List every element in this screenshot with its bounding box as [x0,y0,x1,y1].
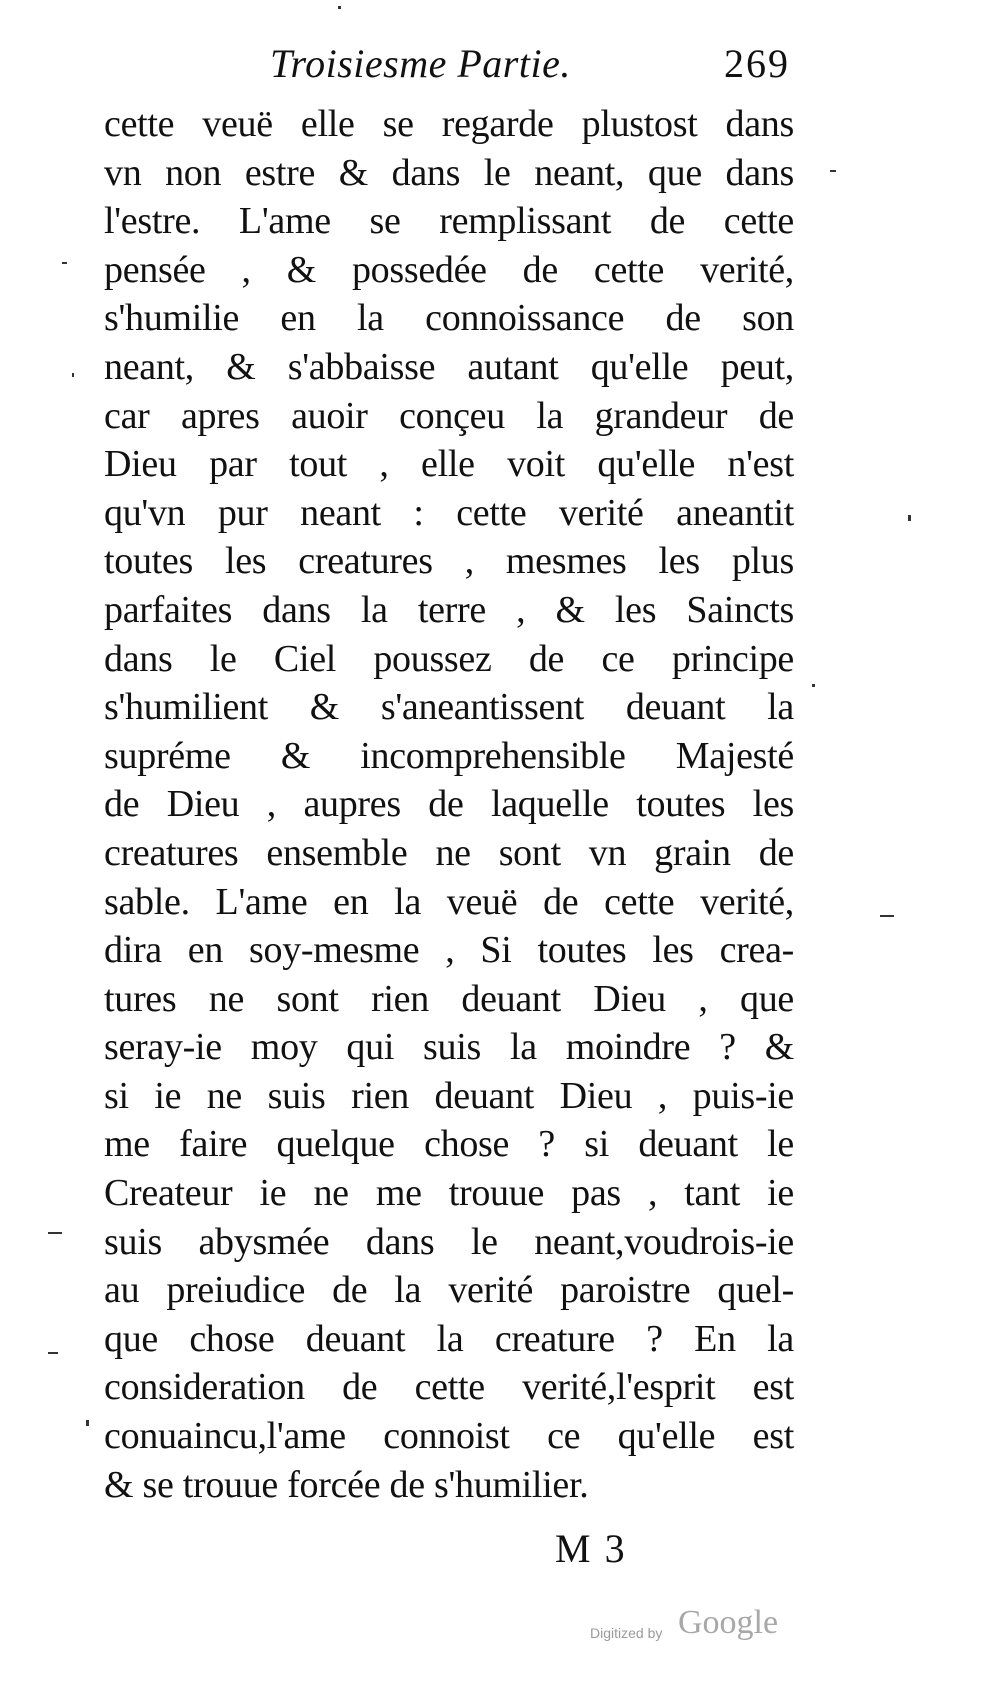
text-line: supréme & incomprehensible Majesté [104,734,794,777]
text-line: pensée , & possedée de cette verité, [104,248,794,291]
body-text [104,100,794,1509]
running-title: Troisiesme Partie. [270,41,571,86]
scan-speck [62,262,67,264]
text-line: neant, & s'abbaisse autant qu'elle peut, [104,345,794,388]
scan-speck [338,6,341,9]
text-line: suis abysmée dans le neant,voudrois-ie [104,1220,794,1263]
text-line: dans le Ciel poussez de ce principe [104,637,794,680]
scan-speck [812,684,815,687]
text-line: qu'vn pur neant : cette verité aneantit [104,491,794,534]
text-line: consideration de cette verité,l'esprit est [104,1366,794,1409]
text-line: car apres auoir conçeu la grandeur de [104,394,794,437]
text-line: conuaincu,l'ame connoist ce qu'elle est [104,1415,794,1458]
scan-speck [908,515,911,521]
text-line: cette veuë elle se regarde plustost dans [104,103,794,145]
scan-speck [880,915,894,917]
text-line: toutes les creatures , mesmes les plus [104,540,794,583]
scan-speck [86,1420,89,1426]
text-line: & se trouue forcée de s'humilier. [104,1463,589,1506]
text-line: de Dieu , aupres de laquelle toutes les [104,783,794,826]
scan-speck [72,373,74,377]
signature-mark: M 3 [555,1526,627,1571]
text-line: dira en soy-mesme , Si toutes les crea- [104,929,794,972]
text-line: Createur ie ne me trouue pas , tant ie [104,1172,794,1215]
digitization-watermark [590,1600,810,1650]
scan-speck [830,170,836,172]
text-line: tures ne sont rien deuant Dieu , que [104,977,794,1020]
text-line: l'estre. L'ame se remplissant de cette [104,200,794,243]
text-line: creatures ensemble ne sont vn grain de [104,831,794,874]
text-line: s'humilient & s'aneantissent deuant la [104,686,794,729]
text-line: vn non estre & dans le neant, que dans [104,151,794,194]
text-line: si ie ne suis rien deuant Dieu , puis-ie [104,1074,794,1117]
text-line: Dieu par tout , elle voit qu'elle n'est [104,443,794,486]
scan-speck [48,1352,58,1354]
watermark-prefix: Digitized by [590,1625,663,1641]
text-line: me faire quelque chose ? si deuant le [104,1123,794,1166]
text-line: que chose deuant la creature ? En la [104,1317,794,1360]
text-line: parfaites dans la terre , & les Saincts [104,588,794,631]
text-line: sable. L'ame en la veuë de cette verité, [104,880,794,923]
text-line: au preiudice de la verité paroistre quel- [104,1269,794,1312]
watermark-brand: Google [678,1604,779,1641]
scan-speck [48,1232,62,1234]
text-line: s'humilie en la connoissance de son [104,297,794,340]
page-number: 269 [724,41,790,86]
page-header [270,40,790,100]
text-line: seray-ie moy qui suis la moindre ? & [104,1026,794,1069]
